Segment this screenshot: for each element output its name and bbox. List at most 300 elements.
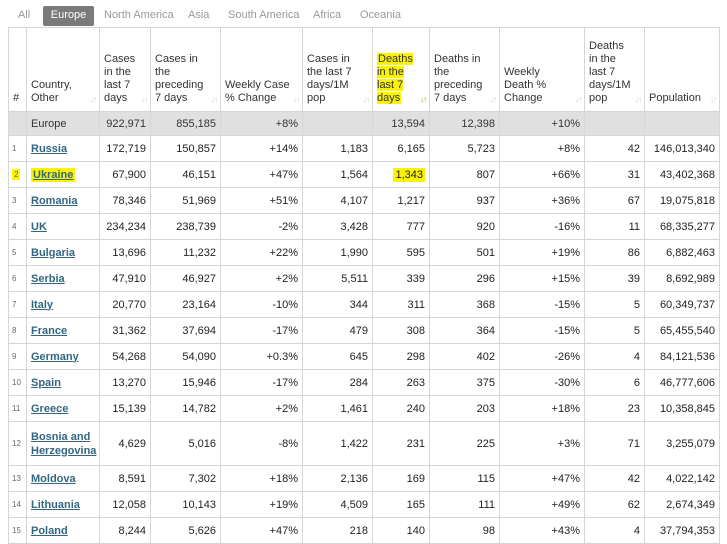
deaths-7d-cell [373,492,430,518]
cases-prev-value: 5,016 [188,437,216,450]
row-index [9,396,27,422]
population-value: 10,358,845 [659,402,715,415]
deaths-prev-value: 225 [476,437,495,450]
population-cell [645,370,720,396]
cases-change-value: +19% [269,498,298,511]
sort-active-icon: ↓↑ [420,95,426,104]
country-cell [27,318,100,344]
population-value: 65,455,540 [659,324,715,337]
population-value: 3,255,079 [666,437,715,450]
deaths-per-m-value: 71 [627,437,640,450]
tab-north-america[interactable]: North America [104,9,174,21]
cases-change-cell [221,266,303,292]
row-index [9,136,27,162]
cases-7d-value: 54,268 [112,350,146,363]
deaths-change-cell [500,240,585,266]
total-deaths-change: +10% [500,112,585,136]
population-cell [645,162,720,188]
cases-per-m-cell [303,214,373,240]
deaths-prev-value: 115 [477,472,495,485]
population-cell [645,422,720,466]
cases-per-m-value: 344 [349,298,368,311]
cases-per-m-cell [303,422,373,466]
cases-change-value: +2% [275,402,298,415]
cases-7d-cell [100,466,151,492]
cases-prev-cell [151,396,221,422]
country-link[interactable]: Bulgaria [31,246,76,259]
deaths-7d-value: 1,343 [395,168,423,181]
cases-prev-cell [151,466,221,492]
cases-change-value: +2% [275,272,298,285]
row-index-label: 7 [12,300,17,309]
row-index [9,214,27,240]
deaths-7d-cell [373,318,430,344]
row-index [9,466,27,492]
cases-7d-cell [100,240,151,266]
row-index-label: 3 [12,196,17,205]
cases-change-value: +22% [269,246,298,259]
tab-europe[interactable]: Europe [43,6,94,26]
cases-per-m-value: 218 [349,524,368,537]
deaths-prev-value: 296 [476,272,495,285]
deaths-prev-value: 920 [476,220,495,233]
country-cell [27,492,100,518]
deaths-change-value: -26% [554,350,580,363]
deaths-prev-value: 203 [476,402,495,415]
country-link[interactable]: Ukraine [33,168,74,181]
cases-change-cell [221,214,303,240]
deaths-per-m-cell [585,466,645,492]
table-row [9,318,720,344]
cases-change-cell [221,162,303,188]
table-row [9,370,720,396]
cases-prev-cell [151,162,221,188]
population-value: 146,013,340 [653,142,715,155]
total-cases-prev: 855,185 [151,112,221,136]
deaths-change-cell [500,466,585,492]
cases-prev-cell [151,188,221,214]
header-cases-prev[interactable] [151,28,221,112]
cases-per-m-value: 3,428 [340,220,368,233]
deaths-prev-value: 98 [482,524,495,537]
cases-prev-value: 51,969 [182,194,216,207]
population-cell [645,466,720,492]
population-value: 46,777,606 [659,376,715,389]
header-cases-7d[interactable] [100,28,151,112]
table-row [9,422,720,466]
header-cases-per-m[interactable] [303,28,373,112]
cases-per-m-value: 1,461 [340,402,368,415]
row-index-label: 1 [12,144,17,153]
sort-icon: ↓↑ [293,95,299,104]
sort-icon: ↓↑ [710,95,716,104]
country-link[interactable]: France [31,324,68,337]
country-link[interactable]: Russia [31,142,68,155]
country-cell [27,422,100,466]
cases-prev-value: 7,302 [188,472,216,485]
region-tabs [0,0,727,27]
country-link[interactable]: UK [31,220,47,233]
header-population-label: Population [649,92,701,104]
deaths-change-cell [500,344,585,370]
deaths-change-value: +43% [551,524,580,537]
tab-asia[interactable]: Asia [188,9,210,21]
cases-prev-value: 11,232 [183,246,216,259]
deaths-per-m-cell [585,188,645,214]
country-link[interactable]: Romania [31,194,78,207]
deaths-7d-cell [373,162,430,188]
header-deaths-prev-label: Deaths in the preceding 7 days [434,53,483,104]
row-index-label: 9 [12,352,17,361]
deaths-per-m-value: 42 [627,472,640,485]
deaths-7d-cell [373,240,430,266]
deaths-change-cell [500,518,585,544]
deaths-per-m-cell [585,162,645,188]
deaths-7d-cell [373,214,430,240]
deaths-per-m-value: 23 [627,402,640,415]
cases-prev-cell [151,344,221,370]
deaths-per-m-value: 62 [627,498,640,511]
cases-per-m-cell [303,466,373,492]
cases-change-cell [221,136,303,162]
deaths-change-value: +3% [557,437,580,450]
cases-change-value: +14% [269,142,298,155]
deaths-per-m-value: 4 [633,350,640,363]
deaths-prev-cell [430,292,500,318]
row-index [9,240,27,266]
deaths-per-m-cell [585,318,645,344]
cases-7d-value: 13,270 [112,376,146,389]
population-cell [645,188,720,214]
table-row [9,344,720,370]
table-row [9,492,720,518]
deaths-7d-value: 311 [407,298,425,311]
deaths-7d-cell [373,518,430,544]
country-cell [27,344,100,370]
cases-prev-cell [151,214,221,240]
total-index-cell [9,112,27,136]
deaths-change-value: +47% [551,472,580,485]
cases-per-m-cell [303,370,373,396]
header-cases-change[interactable] [221,28,303,112]
cases-prev-cell [151,292,221,318]
cases-prev-cell [151,370,221,396]
population-value: 68,335,277 [659,220,715,233]
row-index-label: 4 [12,222,17,231]
cases-per-m-cell [303,240,373,266]
deaths-change-value: +18% [551,402,580,415]
population-value: 19,075,818 [659,194,715,207]
deaths-prev-value: 501 [476,246,495,259]
table-row [9,162,720,188]
deaths-change-cell [500,396,585,422]
cases-7d-cell [100,344,151,370]
table-header-row [9,28,720,112]
country-link[interactable]: Poland [31,524,68,537]
cases-7d-cell [100,136,151,162]
cases-7d-cell [100,162,151,188]
deaths-prev-cell [430,344,500,370]
population-value: 2,674,349 [666,498,715,511]
cases-per-m-cell [303,292,373,318]
deaths-change-value: +19% [551,246,580,259]
deaths-prev-cell [430,214,500,240]
deaths-7d-cell [373,344,430,370]
population-value: 60,349,737 [659,298,715,311]
country-cell [27,466,100,492]
header-deaths-7d[interactable] [373,28,430,112]
cases-change-cell [221,492,303,518]
cases-7d-value: 78,346 [112,194,146,207]
deaths-per-m-cell [585,422,645,466]
cases-7d-cell [100,518,151,544]
cases-per-m-value: 4,509 [340,498,368,511]
deaths-prev-value: 807 [476,168,495,181]
deaths-prev-value: 368 [476,298,495,311]
country-link[interactable]: Italy [31,298,54,311]
cases-per-m-value: 2,136 [340,472,368,485]
cases-7d-cell [100,292,151,318]
row-index-label: 2 [14,170,19,179]
deaths-per-m-value: 5 [633,298,640,311]
cases-prev-cell [151,266,221,292]
deaths-change-value: +15% [551,272,580,285]
deaths-per-m-value: 67 [627,194,640,207]
cases-change-value: -10% [272,298,298,311]
tab-south-america[interactable]: South America [228,9,300,21]
deaths-prev-value: 364 [476,324,495,337]
header-deaths-per-m[interactable] [585,28,645,112]
deaths-change-value: -15% [554,324,580,337]
country-cell [27,396,100,422]
cases-per-m-cell [303,344,373,370]
cases-per-m-value: 1,990 [340,246,368,259]
cases-change-cell [221,370,303,396]
country-link[interactable]: Greece [31,402,69,415]
country-cell [27,214,100,240]
deaths-change-cell [500,422,585,466]
cases-prev-value: 10,143 [182,498,216,511]
deaths-change-cell [500,318,585,344]
sort-icon: ↓↑ [490,95,496,104]
row-index-label: 12 [12,439,21,448]
total-deaths-7d: 13,594 [373,112,430,136]
deaths-prev-cell [430,136,500,162]
total-cases-change: +8% [221,112,303,136]
deaths-per-m-value: 86 [627,246,640,259]
country-cell [27,136,100,162]
total-region-cell: Europe [27,112,100,136]
cases-7d-value: 31,362 [112,324,146,337]
cases-change-value: +51% [269,194,298,207]
tab-africa[interactable]: Africa [313,9,342,21]
deaths-7d-value: 298 [406,350,425,363]
population-cell [645,492,720,518]
deaths-change-value: -30% [554,376,580,389]
deaths-change-value: +36% [551,194,580,207]
cases-prev-value: 54,090 [182,350,216,363]
country-link[interactable]: Germany [31,350,79,363]
tab-all[interactable]: All [18,9,31,21]
deaths-prev-cell [430,162,500,188]
cases-7d-value: 8,244 [118,524,146,537]
deaths-7d-cell [373,188,430,214]
cases-prev-value: 14,782 [182,402,216,415]
cases-per-m-cell [303,162,373,188]
deaths-7d-cell [373,422,430,466]
cases-prev-value: 23,164 [182,298,216,311]
deaths-per-m-value: 4 [633,524,640,537]
header-index[interactable]: # [9,28,27,112]
deaths-7d-value: 308 [406,324,425,337]
cases-change-value: -8% [278,437,298,450]
deaths-per-m-value: 31 [627,168,640,181]
cases-7d-value: 47,910 [112,272,146,285]
deaths-change-value: +66% [551,168,580,181]
tab-oceania[interactable]: Oceania [360,9,401,21]
cases-per-m-value: 284 [349,376,368,389]
cases-prev-value: 150,857 [176,142,216,155]
cases-change-value: -17% [272,376,298,389]
table-row [9,396,720,422]
row-index [9,370,27,396]
header-deaths-per-m-label: Deaths in the last 7 days/1M pop [589,40,631,104]
country-cell [27,188,100,214]
deaths-prev-cell [430,266,500,292]
cases-change-value: +47% [269,168,298,181]
row-index-label: 6 [12,274,17,283]
header-cases-7d-label: Cases in the last 7 days [104,53,136,104]
deaths-7d-cell [373,370,430,396]
table-row [9,188,720,214]
cases-prev-value: 46,151 [182,168,216,181]
cases-prev-value: 37,694 [182,324,216,337]
deaths-change-value: +49% [551,498,580,511]
header-deaths-change-label: Weekly Death % Change [504,66,547,104]
cases-prev-value: 238,739 [176,220,216,233]
total-cases-per-m [303,112,373,136]
sort-icon: ↓↑ [635,95,641,104]
deaths-7d-cell [373,136,430,162]
deaths-prev-value: 402 [476,350,495,363]
row-index [9,344,27,370]
country-cell [27,370,100,396]
cases-change-cell [221,422,303,466]
cases-prev-value: 46,927 [182,272,216,285]
cases-per-m-value: 4,107 [340,194,368,207]
total-population [645,112,720,136]
row-index-label: 8 [12,326,17,335]
deaths-prev-cell [430,370,500,396]
deaths-per-m-value: 6 [633,376,640,389]
row-index-label: 14 [12,500,21,509]
population-cell [645,136,720,162]
table-row [9,518,720,544]
table-row [9,292,720,318]
deaths-prev-cell [430,240,500,266]
deaths-7d-value: 339 [406,272,425,285]
sort-icon: ↓↑ [90,95,96,104]
country-cell [27,162,100,188]
row-index-label: 15 [12,526,21,535]
row-index-label: 10 [12,378,21,387]
cases-per-m-value: 1,183 [340,142,368,155]
header-country-label: Country, Other [31,79,72,104]
header-country[interactable] [27,28,100,112]
cases-change-cell [221,518,303,544]
row-index [9,188,27,214]
deaths-per-m-cell [585,214,645,240]
cases-per-m-cell [303,518,373,544]
cases-change-value: +18% [269,472,298,485]
population-cell [645,318,720,344]
country-link[interactable]: Bosnia and Herzegovina [31,430,97,457]
deaths-prev-cell [430,466,500,492]
cases-7d-cell [100,214,151,240]
row-index-label: 11 [12,404,21,413]
deaths-7d-cell [373,266,430,292]
total-cases-7d: 922,971 [100,112,151,136]
cases-change-cell [221,188,303,214]
country-link[interactable]: Spain [31,376,61,389]
deaths-7d-value: 240 [406,402,425,415]
header-cases-change-label: Weekly Case % Change [225,79,290,104]
cases-7d-value: 12,058 [112,498,146,511]
header-deaths-prev[interactable] [430,28,500,112]
cases-prev-cell [151,318,221,344]
row-index-label: 13 [12,474,21,483]
cases-per-m-cell [303,396,373,422]
cases-7d-value: 20,770 [112,298,146,311]
country-cell [27,292,100,318]
header-cases-per-m-label: Cases in the last 7 days/1M pop [307,53,352,104]
cases-7d-cell [100,318,151,344]
deaths-prev-value: 5,723 [467,142,495,155]
population-cell [645,518,720,544]
population-value: 43,402,368 [659,168,715,181]
country-link[interactable]: Moldova [31,472,76,485]
deaths-prev-value: 375 [476,376,495,389]
header-population[interactable] [645,28,720,112]
cases-7d-value: 8,591 [118,472,146,485]
deaths-per-m-cell [585,396,645,422]
cases-change-cell [221,292,303,318]
cases-change-value: -17% [272,324,298,337]
deaths-change-cell [500,188,585,214]
cases-prev-cell [151,492,221,518]
deaths-prev-value: 111 [478,498,495,511]
cases-change-cell [221,396,303,422]
weekly-trends-table [8,27,720,544]
deaths-per-m-cell [585,240,645,266]
cases-change-cell [221,318,303,344]
deaths-change-cell [500,370,585,396]
deaths-7d-cell [373,466,430,492]
deaths-change-cell [500,266,585,292]
header-deaths-7d-label: Deaths in the last 7 days [377,53,413,104]
deaths-per-m-cell [585,266,645,292]
deaths-per-m-cell [585,344,645,370]
header-deaths-change[interactable] [500,28,585,112]
cases-change-value: +0.3% [266,350,298,363]
deaths-change-cell [500,136,585,162]
population-cell [645,266,720,292]
cases-7d-value: 13,696 [112,246,146,259]
country-cell [27,266,100,292]
deaths-7d-value: 169 [406,472,425,485]
country-link[interactable]: Lithuania [31,498,80,511]
country-link[interactable]: Serbia [31,272,65,285]
